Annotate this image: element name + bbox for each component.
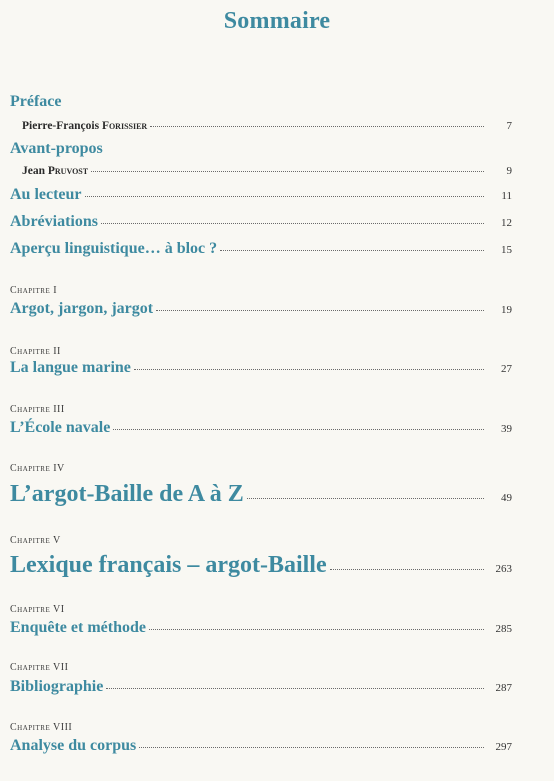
page-number: 39 [501,423,512,435]
toc-chapter-title: Enquête et méthode [10,619,146,636]
toc-subentry-avant-propos-author[interactable] [22,165,512,177]
dot-leader [113,428,484,430]
toc-author-name: Jean Pruvost [22,165,89,177]
toc-chapter-8[interactable] [10,737,512,755]
page-number: 12 [501,217,512,229]
toc-entry-label: Abréviations [10,213,98,230]
toc-entry-preface[interactable] [10,93,512,111]
chapter-label: Chapitre I [10,285,58,296]
dot-leader [330,568,484,570]
chapter-label: Chapitre II [10,346,61,357]
page-number: 287 [495,682,512,694]
chapter-label: Chapitre VI [10,604,65,615]
dot-leader [85,195,484,197]
toc-chapter-7[interactable] [10,678,512,696]
toc-entry-au-lecteur[interactable] [10,186,512,204]
page-number: 263 [495,563,512,575]
toc-author-name: Pierre-François Forissier [22,120,148,132]
dot-leader [101,222,484,224]
dot-leader [91,170,484,172]
toc-chapter-1[interactable] [10,300,512,318]
chapter-label: Chapitre IV [10,463,65,474]
toc-entry-label: Aperçu linguistique… à bloc ? [10,240,218,257]
page-number: 27 [501,363,512,375]
toc-entry-apercu[interactable] [10,240,512,258]
dot-leader [134,368,484,370]
dot-leader [106,687,484,689]
chapter-label: Chapitre III [10,404,65,415]
page-number: 285 [495,623,512,635]
chapter-label: Chapitre VIII [10,722,73,733]
dot-leader [139,746,484,748]
chapter-label: Chapitre V [10,535,61,546]
chapter-label: Chapitre VII [10,662,69,673]
toc-chapter-title: L’argot-Baille de A à Z [10,481,244,507]
toc-chapter-4[interactable] [10,481,512,508]
dot-leader [149,628,484,630]
dot-leader [150,125,484,127]
page-number: 19 [501,304,512,316]
page-number: 15 [501,244,512,256]
toc-chapter-2[interactable] [10,359,512,377]
dot-leader [247,497,484,499]
page-number: 9 [506,165,512,177]
toc-entry-label: Au lecteur [10,186,82,203]
toc-chapter-6[interactable] [10,619,512,637]
toc-chapter-title: L’École navale [10,419,111,436]
toc-chapter-3[interactable] [10,419,512,437]
page-number: 11 [501,190,512,202]
toc-chapter-title: La langue marine [10,359,131,376]
dot-leader [156,309,484,311]
page-title: Sommaire [223,8,331,34]
dot-leader [220,249,484,251]
toc-chapter-title: Lexique français – argot-Baille [10,552,327,578]
page-number: 49 [501,492,512,504]
toc-entry-avant-propos[interactable] [10,140,512,158]
toc-entry-abreviations[interactable] [10,213,512,231]
toc-chapter-5[interactable] [10,552,512,579]
page-number: 7 [506,120,512,132]
toc-subentry-preface-author[interactable] [22,120,512,132]
toc-entry-label: Préface [10,93,62,110]
toc-entry-label: Avant-propos [10,140,103,157]
toc-chapter-title: Analyse du corpus [10,737,137,754]
page-number: 297 [495,741,512,753]
toc-chapter-title: Argot, jargon, jargot [10,300,154,317]
toc-chapter-title: Bibliographie [10,678,104,695]
